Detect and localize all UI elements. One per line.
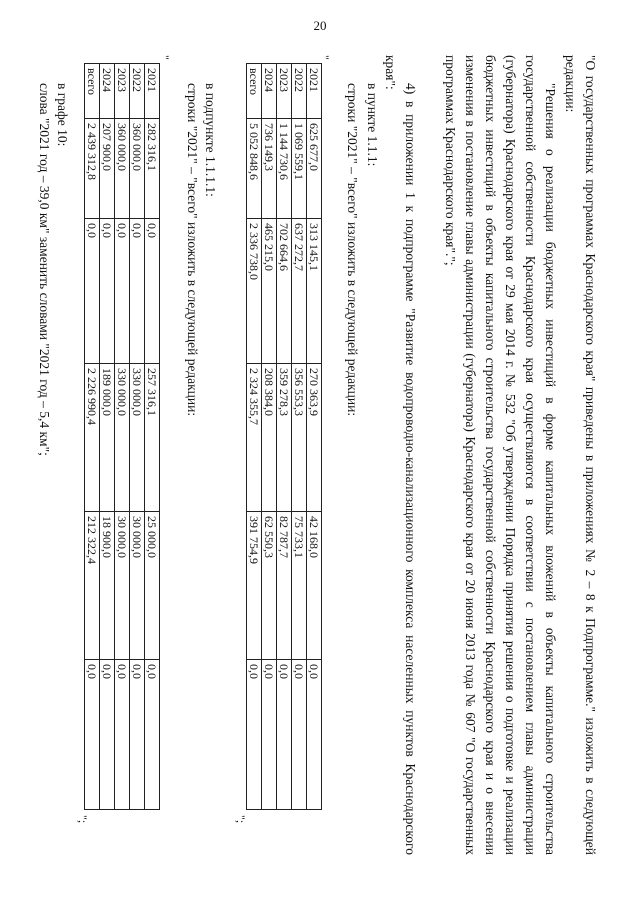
value-cell: 356 553,3 (292, 364, 307, 512)
year-cell: 2023 (277, 64, 292, 119)
year-cell: 2021 (145, 64, 160, 119)
table-row (130, 64, 145, 810)
year-cell: 2024 (262, 64, 277, 119)
value-cell: 391 754,9 (247, 512, 262, 660)
words-replace-instruction: слова "2021 год – 39,0 км" заменить словами "2021 год – 5,4 км"; (37, 83, 52, 456)
value-cell: 212 322,4 (85, 512, 100, 660)
value-cell: 207 900,0 (100, 119, 115, 219)
value-cell: 2 226 990,4 (85, 364, 100, 512)
year-cell: 2022 (292, 64, 307, 119)
value-cell: 0,0 (100, 219, 115, 364)
value-cell: 0,0 (85, 660, 100, 810)
value-cell: 0,0 (115, 660, 130, 810)
value-cell: 625 677,0 (307, 119, 322, 219)
rows-instruction-1: строки "2021" – "всего" изложить в следующей редакции: (345, 83, 360, 417)
value-cell: 82 787,7 (277, 512, 292, 660)
value-cell: 330 000,0 (115, 364, 130, 512)
value-cell: 0,0 (277, 660, 292, 810)
value-cell: 208 384,0 (262, 364, 277, 512)
table-row (307, 64, 322, 810)
value-cell: 0,0 (247, 660, 262, 810)
value-cell: 189 000,0 (100, 364, 115, 512)
page-number: 20 (313, 18, 327, 33)
table-2 (84, 63, 160, 810)
value-cell: 465 215,0 (262, 219, 277, 364)
value-cell: 0,0 (115, 219, 130, 364)
table-row (292, 64, 307, 810)
table-row (85, 64, 100, 810)
table-row (262, 64, 277, 810)
value-cell: 702 664,6 (277, 219, 292, 364)
value-cell: 1 144 730,6 (277, 119, 292, 219)
value-cell: 637 272,7 (292, 219, 307, 364)
value-cell: 5 052 848,6 (247, 119, 262, 219)
value-cell: 313 145,1 (307, 219, 322, 364)
value-cell: 30 000,0 (130, 512, 145, 660)
table1-open-quote: " (318, 55, 332, 60)
item4-paragraph: 4) в приложении 1 к подпрограмме "Развитие водопроводно-канализационного комплекса населенных пунктов Краснодарского края": (383, 55, 418, 855)
value-cell: 330 000,0 (130, 364, 145, 512)
table-row (100, 64, 115, 810)
value-cell: 0,0 (130, 660, 145, 810)
value-cell: 360 000,0 (115, 119, 130, 219)
table-1 (246, 63, 322, 810)
value-cell: 75 733,1 (292, 512, 307, 660)
value-cell: 282 316,1 (145, 119, 160, 219)
value-cell: 360 000,0 (130, 119, 145, 219)
rotated-page-content (37, 55, 600, 855)
table-row (247, 64, 262, 810)
in-point-label: в пункте 1.1.1: (365, 83, 380, 167)
value-cell: 62 550,3 (262, 512, 277, 660)
table-row (115, 64, 130, 810)
value-cell: 2 439 312,8 (85, 119, 100, 219)
value-cell: 2 336 738,0 (247, 219, 262, 364)
value-cell: 2 324 355,7 (247, 364, 262, 512)
year-cell: 2022 (130, 64, 145, 119)
table2-close-quote: "; (76, 815, 90, 824)
value-cell: 1 069 559,1 (292, 119, 307, 219)
table-row (145, 64, 160, 810)
year-cell: всего (85, 64, 100, 119)
year-cell: 2023 (115, 64, 130, 119)
rows-instruction-2: строки "2021" – "всего" изложить в следующей редакции: (185, 83, 200, 417)
table1-close-quote: "; (234, 815, 248, 824)
table2-open-quote: " (158, 55, 172, 60)
value-cell: 0,0 (292, 660, 307, 810)
year-cell: 2021 (307, 64, 322, 119)
value-cell: 0,0 (130, 219, 145, 364)
value-cell: 736 149,3 (262, 119, 277, 219)
value-cell: 257 316,1 (145, 364, 160, 512)
year-cell: всего (247, 64, 262, 119)
in-column-label: в графе 10: (55, 83, 70, 147)
value-cell: 0,0 (307, 660, 322, 810)
year-cell: 2024 (100, 64, 115, 119)
value-cell: 42 168,0 (307, 512, 322, 660)
intro-paragraph: "О государственных программах Краснодарского края" приведены в приложениях № 2 – 8 к Подпрограмме." изложить в следующей редакции: (563, 55, 598, 855)
value-cell: 25 000,0 (145, 512, 160, 660)
value-cell: 359 278,3 (277, 364, 292, 512)
value-cell: 0,0 (262, 660, 277, 810)
value-cell: 18 900,0 (100, 512, 115, 660)
table-row (277, 64, 292, 810)
decision-paragraph: "Решения о реализации бюджетных инвестиций в форме капитальных вложений в объекты капитального строительства государственной собственности Краснодарского края осуществляются в соответствии с постановлением главы администрации (губернатора) Краснодарского края от 29 мая 2014 г. № 532 "Об утверждении Порядка принятия решения о подготовке и реализации бюджетных инвестиций в объекты капитального строительства государственной собственности Краснодарского края и о внесении изменения в постановление главы администрации (губернатора) Краснодарского края от 20 июня 2013 года № 607 "О государственных программах Краснодарского края"."; (443, 55, 558, 855)
value-cell: 0,0 (85, 219, 100, 364)
value-cell: 30 000,0 (115, 512, 130, 660)
value-cell: 0,0 (100, 660, 115, 810)
value-cell: 270 363,9 (307, 364, 322, 512)
value-cell: 0,0 (145, 219, 160, 364)
value-cell: 0,0 (145, 660, 160, 810)
in-subpoint-label: в подпункте 1.1.1.1: (203, 83, 218, 197)
